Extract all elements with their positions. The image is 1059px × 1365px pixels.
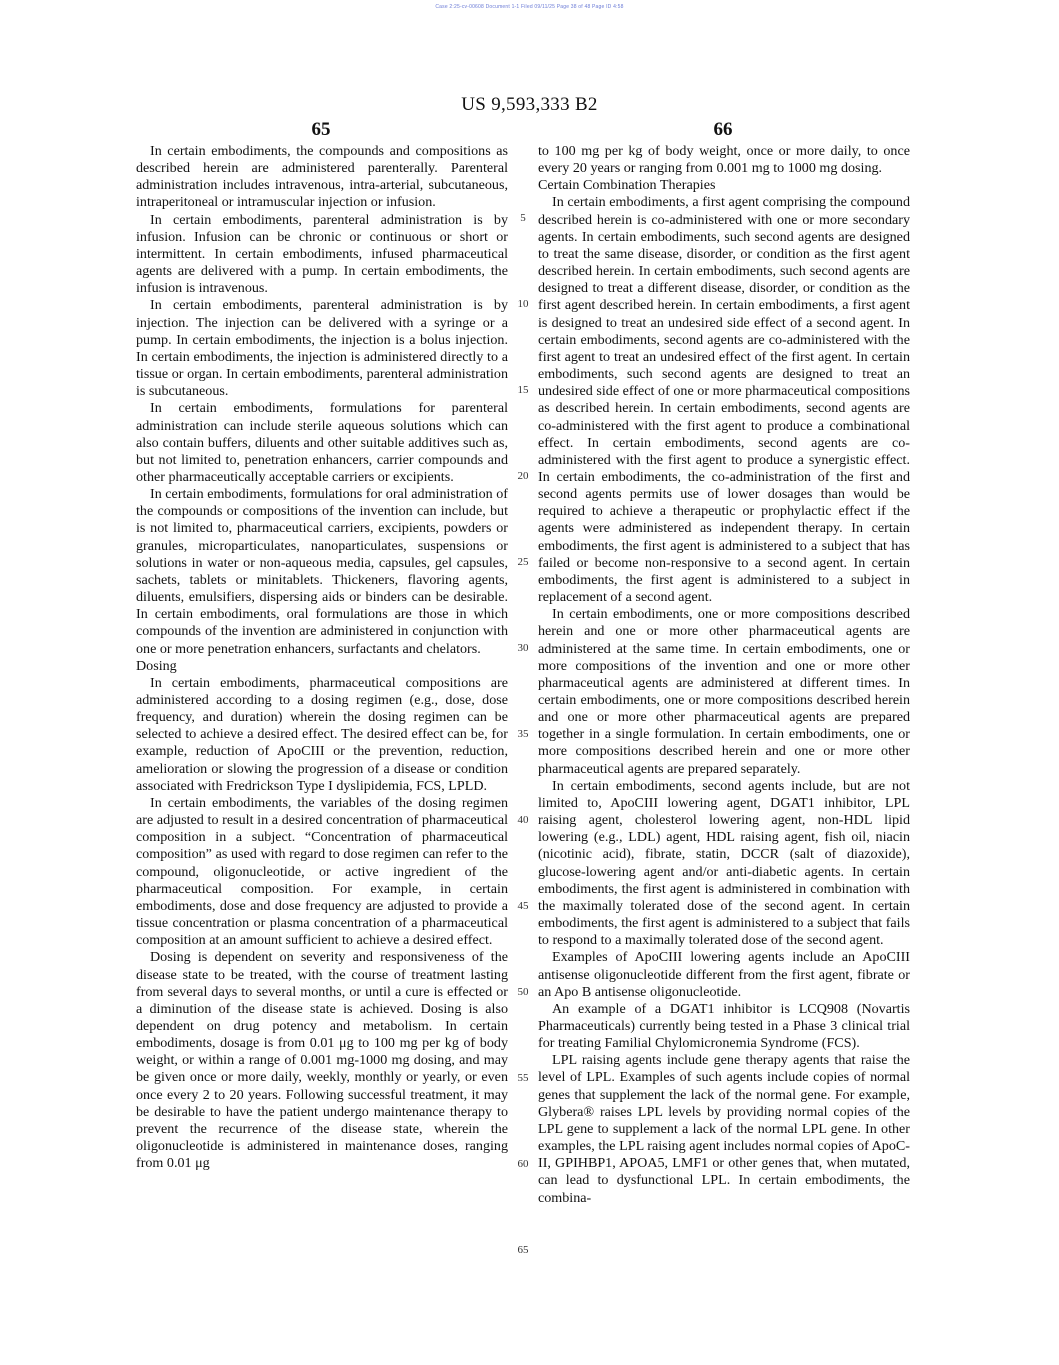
section-heading-combination-therapies: Certain Combination Therapies [538, 177, 716, 194]
line-number: 65 [517, 1244, 529, 1256]
line-number: 60 [517, 1158, 529, 1170]
section-heading-dosing: Dosing [136, 657, 177, 674]
line-number: 50 [517, 986, 529, 998]
line-number: 10 [517, 298, 529, 310]
paragraph: In certain embodiments, a first agent comprising the compound described herein is co-administered with one or more secondary agents. In certain embodiments, such second agents are designed to treat the same disease, disorder, or condition as the first agent described herein. In certain embodiments, such second agents are designed to treat a different disease, disorder, or condition as the first agent described herein. In certain embodiments, a first agent is designed to treat an undesired side effect of a second agent. In certain embodiments, second agents are co-administered with the first agent to treat an undesired effect of the first agent. In certain embodiments, such second agents are designed to treat an undesired side effect of one or more pharmaceutical compositions as described herein. In certain embodiments, second agents are co-administered with the first agent to produce a combinational effect. In certain embodiments, second agents are co-administered with the first agent to produce a synergistic effect. In certain embodiments, the co-administration of the first and second agents permits use of lower dosages than would be required to achieve a therapeutic or prophylactic effect if the agents were administered as independent therapy. In certain embodiments, the first agent is administered to a subject that has failed or become non-responsive to a second agent. In certain embodiments, the first agent is administered to a subject in replacement of a second agent. [538, 194, 910, 606]
paragraph: Dosing is dependent on severity and responsiveness of the disease state to be treated, with the course of treatment lasting from several days to several months, or until a cure is effected or a diminution of the disease state is achieved. Dosing is also dependent on drug potency and metabolism. In certain embodiments, dosage is from 0.01 μg to 100 mg per kg of body weight, or within a range of 0.001 mg-1000 mg dosing, and may be given once or more daily, weekly, monthly or yearly, or even once every 2 to 20 years. Following successful treatment, it may be desirable to have the patient undergo maintenance therapy to prevent the recurrence of the disease state, wherein the oligonucleotide is administered in maintenance doses, ranging from 0.01 μg [136, 949, 508, 1172]
line-number: 45 [517, 900, 529, 912]
line-number: 55 [517, 1072, 529, 1084]
paragraph: to 100 mg per kg of body weight, once or more daily, to once every 20 years or ranging from 0.001 mg to 1000 mg dosing. [538, 143, 910, 177]
paragraph: In certain embodiments, formulations for oral administration of the compounds or compositions of the invention can include, but is not limited to, pharmaceutical carriers, excipients, powders or granules, microparticulates, nanoparticulates, suspensions or solutions in water or non-aqueous media, capsules, gel capsules, sachets, tablets or minitablets. Thickeners, flavoring agents, diluents, emulsifiers, dispersing aids or binders can be desirable. In certain embodiments, oral formulations are those in which compounds of the invention are administered in conjunction with one or more penetration enhancers, surfactants and chelators. [136, 486, 508, 657]
line-number: 20 [517, 470, 529, 482]
paragraph: In certain embodiments, one or more compositions described herein and one or more other pharmaceutical agents are administered at the same time. In certain embodiments, one or more compositions of the invention and one or more other pharmaceutical agents are administered at different times. In certain embodiments, one or more compositions described herein and one or more other pharmaceutical agents are prepared together in a single formulation. In certain embodiments, one or more compositions described herein and one or more other pharmaceutical agents are prepared separately. [538, 606, 910, 777]
line-number: 40 [517, 814, 529, 826]
page-number-right: 66 [713, 119, 733, 140]
paragraph: LPL raising agents include gene therapy agents that raise the level of LPL. Examples of such agents include copies of normal genes that supplement the lack of the normal gene. For example, Glybera® raises LPL levels by providing normal copies of the LPL gene to supplement a lack of the normal LPL gene. In other examples, the LPL raising agent includes normal copies of ApoC-II, GPIHBP1, APOA5, LMF1 or other genes that, when mutated, can lead to dysfunctional LPL. In certain embodiments, the combina- [538, 1052, 910, 1206]
line-number: 25 [517, 556, 529, 568]
paragraph: In certain embodiments, parenteral administration is by injection. The injection can be delivered with a syringe or a pump. In certain embodiments, the injection is a bolus injection. In certain embodiments, the injection is administered directly to a tissue or organ. In certain embodiments, parenteral administration is subcutaneous. [136, 297, 508, 400]
line-number: 5 [520, 212, 526, 224]
paragraph: In certain embodiments, pharmaceutical compositions are administered according to a dosing regimen (e.g., dose, dose frequency, and duration) wherein the dosing regimen can be selected to achieve a desired effect. The desired effect can be, for example, reduction of ApoCIII or the prevention, reduction, amelioration or slowing the progression of a disease or condition associated with Fredrickson Type I dyslipidemia, FCS, LPLD. [136, 674, 508, 794]
paragraph: In certain embodiments, formulations for parenteral administration can include sterile aqueous solutions which can also contain buffers, diluents and other suitable additives such as, but not limited to, penetration enhancers, carrier compounds and other pharmaceutically acceptable carriers or excipients. [136, 400, 508, 485]
paragraph: In certain embodiments, the variables of the dosing regimen are adjusted to result in a desired concentration of pharmaceutical composition in a subject. “Concentration of pharmaceutical composition” as used with regard to dose regimen can refer to the compound, oligonucleotide, or active ingredient of the pharmaceutical composition. For example, in certain embodiments, dose and dose frequency are adjusted to provide a tissue concentration or plasma concentration of a pharmaceutical composition at an amount sufficient to achieve a desired effect. [136, 794, 508, 949]
line-number: 30 [517, 642, 529, 654]
right-column [538, 143, 910, 1207]
paragraph: Examples of ApoCIII lowering agents include an ApoCIII antisense oligonucleotide different from the first agent, fibrate or an Apo B antisense oligonucleotide. [538, 949, 910, 1000]
line-number: 15 [517, 384, 529, 396]
paragraph: In certain embodiments, the compounds and compositions as described herein are administered parenterally. Parenteral administration includes intravenous, intra-arterial, subcutaneous, intraperitoneal or intramuscular injection or infusion. [136, 143, 508, 211]
left-column [136, 143, 508, 1172]
page-number-left: 65 [311, 119, 331, 140]
court-filing-header: Case 2:25-cv-00608 Document 1-1 Filed 09/11/25 Page 38 of 48 Page ID 4:58 [435, 4, 624, 10]
line-number: 35 [517, 728, 529, 740]
paragraph: An example of a DGAT1 inhibitor is LCQ908 (Novartis Pharmaceuticals) currently being tested in a Phase 3 clinical trial for treating Familial Chylomicronemia Syndrome (FCS). [538, 1000, 910, 1052]
paragraph: In certain embodiments, second agents include, but are not limited to, ApoCIII lowering agent, DGAT1 inhibitor, LPL raising agent, cholesterol lowering agent, non-HDL lipid lowering (e.g., LDL) agent, HDL raising agent, fish oil, niacin (nicotinic acid), fibrate, statin, DCCR (salt of diazoxide), glucose-lowering agent and/or anti-diabetic agents. In certain embodiments, the first agent is administered in combination with the maximally tolerated dose of the second agent. In certain embodiments, the first agent is administered to a subject that fails to respond to a maximally tolerated dose of the second agent. [538, 777, 910, 949]
patent-number: US 9,593,333 B2 [461, 94, 598, 115]
paragraph: In certain embodiments, parenteral administration is by infusion. Infusion can be chronic or continuous or short or intermittent. In certain embodiments, infused pharmaceutical agents are delivered with a pump. In certain embodiments, the infusion is intravenous. [136, 211, 508, 297]
